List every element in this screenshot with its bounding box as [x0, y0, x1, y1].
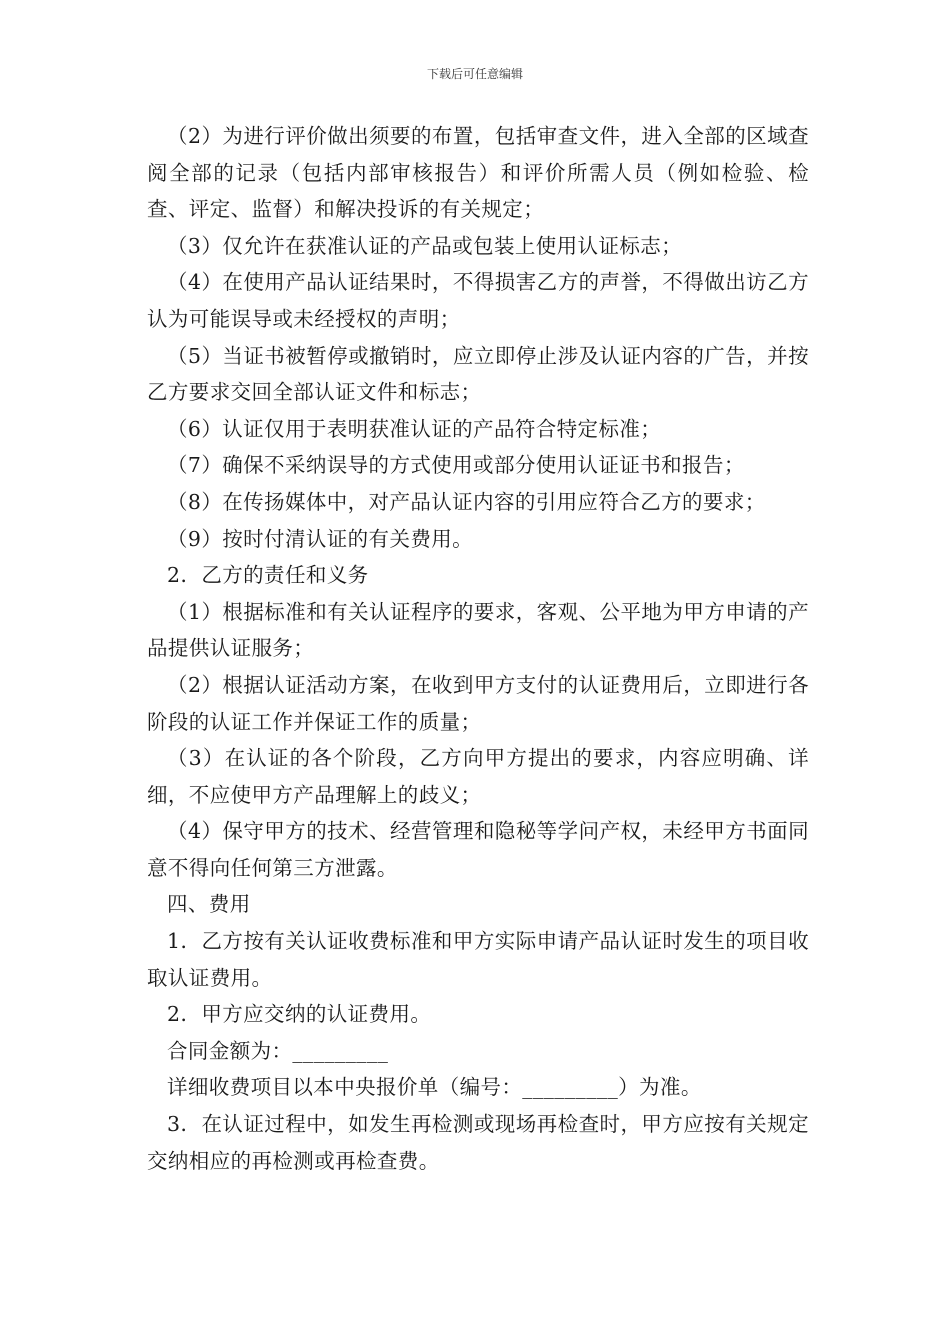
paragraph-obligation-4: （4）在使用产品认证结果时，不得损害乙方的声誉，不得做出访乙方认为可能误导或未经授权的声明； [147, 270, 809, 331]
document-body [147, 118, 809, 1179]
paragraph-party-b-2: （2）根据认证活动方案，在收到甲方支付的认证费用后，立即进行各阶段的认证工作并保证工作的质量； [147, 672, 809, 734]
paragraph-obligation-2: （2）为进行评价做出须要的布置，包括审查文件，进入全部的区域查阅全部的记录（包括内部审核报告）和评价所需人员（例如检验、检查、评定、监督）和解决投诉的有关规定； [147, 124, 809, 222]
contract-amount-line: 合同金额为：_________ [167, 1038, 389, 1063]
paragraph-fees-1: 1．乙方按有关认证收费标准和甲方实际申请产品认证时发生的项目收取认证费用。 [147, 929, 809, 990]
page-header: 下载后可任意编辑 [426, 67, 523, 81]
section-heading-fees: 四、费用 [167, 892, 251, 917]
paragraph-obligation-9: （9）按时付清认证的有关费用。 [167, 526, 474, 551]
quotation-number-line: 详细收费项目以本中央报价单（编号：_________）为准。 [167, 1075, 702, 1100]
paragraph-obligation-7: （7）确保不采纳误导的方式使用或部分使用认证证书和报告； [167, 453, 745, 478]
section-heading-party-b: 2．乙方的责任和义务 [167, 563, 369, 588]
paragraph-fees-2: 2．甲方应交纳的认证费用。 [167, 1002, 432, 1027]
paragraph-obligation-6: （6）认证仅用于表明获准认证的产品符合特定标准； [167, 416, 662, 441]
paragraph-obligation-3: （3）仅允许在获准认证的产品或包装上使用认证标志； [167, 233, 683, 258]
paragraph-party-b-3: （3）在认证的各个阶段，乙方向甲方提出的要求，内容应明确、详细，不应使甲方产品理解上的歧义； [147, 746, 809, 807]
paragraph-obligation-5: （5）当证书被暂停或撤销时，应立即停止涉及认证内容的广告，并按乙方要求交回全部认证文件和标志； [147, 343, 809, 405]
paragraph-party-b-1: （1）根据标准和有关认证程序的要求，客观、公平地为甲方申请的产品提供认证服务； [147, 599, 809, 661]
paragraph-fees-3: 3．在认证过程中，如发生再检测或现场再检查时，甲方应按有关规定交纳相应的再检测或再检查费。 [147, 1112, 809, 1173]
paragraph-obligation-8: （8）在传扬媒体中，对产品认证内容的引用应符合乙方的要求； [167, 489, 766, 514]
paragraph-party-b-4: （4）保守甲方的技术、经营管理和隐秘等学问产权，未经甲方书面同意不得向任何第三方泄露。 [147, 819, 809, 880]
